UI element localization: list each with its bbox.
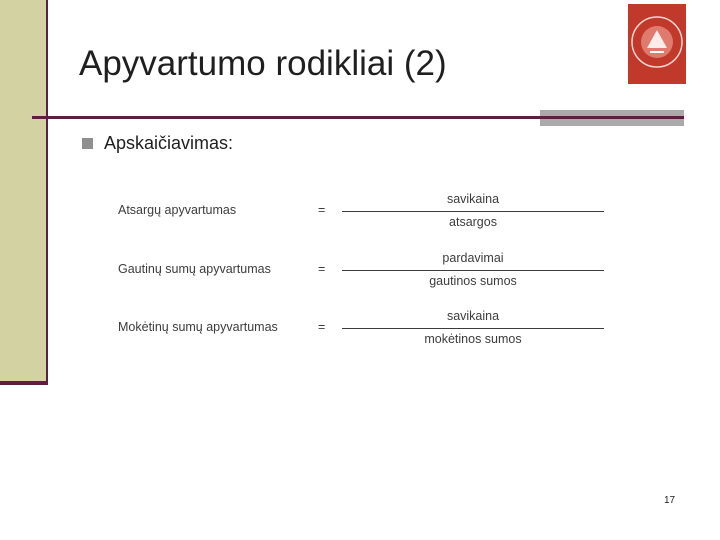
fraction-line [342, 211, 604, 212]
formula-operator: = [318, 203, 326, 217]
bullet-item [82, 133, 233, 154]
formula-numerator: savikaina [446, 192, 500, 206]
fraction-line [342, 270, 604, 271]
formula-label: Gautinų sumų apyvartumas [118, 262, 271, 276]
formula-denominator: atsargos [449, 215, 497, 229]
formula-fraction [342, 311, 604, 351]
formula-numerator: pardavimai [442, 251, 504, 265]
formula-numerator: savikaina [446, 309, 500, 323]
formula-receivables-turnover [118, 253, 608, 293]
bullet-text: Apskaičiavimas: [104, 133, 234, 153]
formula-label: Atsargų apyvartumas [118, 203, 237, 217]
formula-denominator: mokėtinos sumos [424, 332, 522, 346]
title-rule [32, 116, 684, 119]
bullet-square-icon [82, 138, 93, 149]
formula-operator: = [318, 320, 326, 334]
left-decorative-bar [0, 0, 48, 382]
university-seal-icon [628, 4, 686, 84]
formula-inventory-turnover [118, 194, 608, 234]
formula-denominator: gautinos sumos [429, 274, 517, 288]
formula-fraction [342, 194, 604, 234]
slide-title: Apyvartumo rodikliai (2) [79, 44, 447, 83]
formula-operator: = [318, 262, 326, 276]
page-number: 17 [664, 495, 676, 506]
fraction-line [342, 328, 604, 329]
formula-fraction [342, 253, 604, 293]
formula-label: Mokėtinų sumų apyvartumas [118, 320, 278, 334]
formula-payables-turnover [118, 311, 608, 351]
left-bar-accent [0, 381, 48, 385]
